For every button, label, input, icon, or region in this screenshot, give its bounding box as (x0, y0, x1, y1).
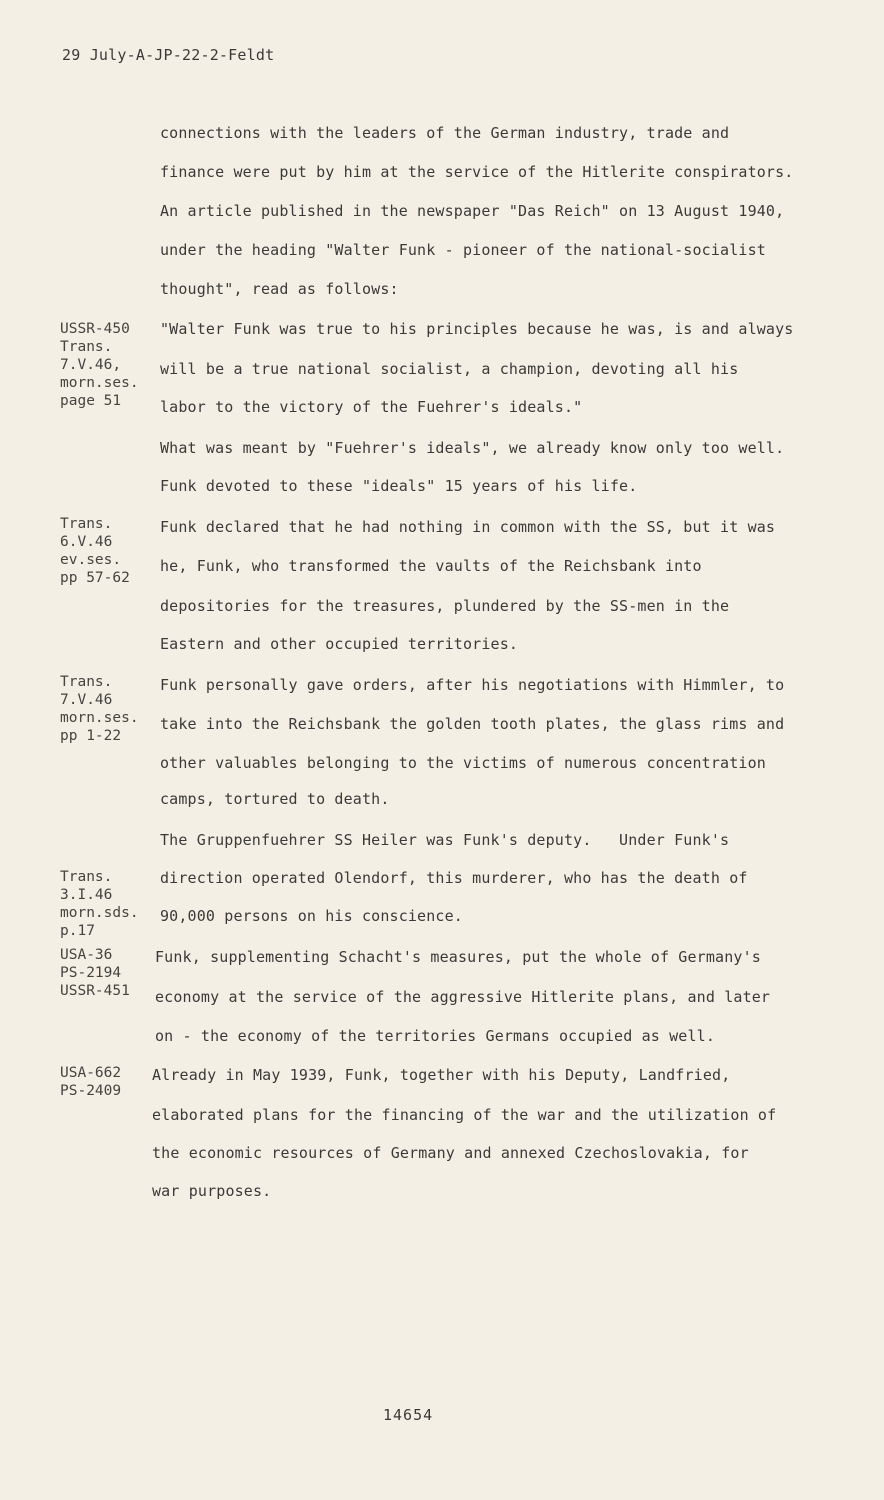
body-line: Funk devoted to these "ideals" 15 years of his life. (160, 477, 638, 495)
body-line: Already in May 1939, Funk, together with his Deputy, Landfried, (152, 1066, 731, 1084)
margin-note-trans-6v46: Trans. 6.V.46 ev.ses. pp 57-62 (60, 516, 130, 586)
margin-note-ussr-450: USSR-450 Trans. 7.V.46, morn.ses. page 51 (60, 321, 139, 409)
body-line: The Gruppenfuehrer SS Heiler was Funk's deputy. Under Funk's (160, 831, 730, 849)
margin-note-usa-36: USA-36 PS-2194 USSR-451 (60, 947, 130, 999)
margin-note-trans-3i46: Trans. 3.I.46 morn.sds. p.17 (60, 869, 139, 939)
body-line: finance were put by him at the service of the Hitlerite conspirators. (160, 163, 794, 181)
body-line: the economic resources of Germany and annexed Czechoslovakia, for (152, 1144, 749, 1162)
body-line: will be a true national socialist, a champion, devoting all his (160, 360, 739, 378)
margin-note-usa-662: USA-662 PS-2409 (60, 1065, 122, 1099)
body-line: on - the economy of the territories Germans occupied as well. (155, 1027, 716, 1045)
body-line: war purposes. (152, 1182, 272, 1200)
margin-note-trans-7v46: Trans. 7.V.46 morn.ses. pp 1-22 (60, 674, 139, 744)
body-line: depositories for the treasures, plundered by the SS-men in the (160, 597, 730, 615)
body-line: Funk declared that he had nothing in common with the SS, but it was (160, 518, 776, 536)
body-line: Funk personally gave orders, after his negotiations with Himmler, to (160, 676, 785, 694)
body-line: connections with the leaders of the German industry, trade and (160, 124, 730, 142)
body-line: other valuables belonging to the victims of numerous concentration (160, 754, 766, 772)
body-line: An article published in the newspaper "Das Reich" on 13 August 1940, (160, 202, 785, 220)
page-header: 29 July-A-JP-22-2-Feldt (62, 46, 275, 64)
body-line: What was meant by "Fuehrer's ideals", we already know only too well. (160, 439, 785, 457)
body-line: take into the Reichsbank the golden tooth plates, the glass rims and (160, 715, 785, 733)
body-line: economy at the service of the aggressive Hitlerite plans, and later (155, 988, 771, 1006)
body-line: Funk, supplementing Schacht's measures, put the whole of Germany's (155, 948, 761, 966)
body-line: camps, tortured to death. (160, 790, 390, 808)
body-line: thought", read as follows: (160, 280, 399, 298)
body-line: under the heading "Walter Funk - pioneer of the national-socialist (160, 241, 766, 259)
body-line: Eastern and other occupied territories. (160, 635, 519, 653)
body-line: direction operated Olendorf, this murderer, who has the death of (160, 869, 748, 887)
body-line: elaborated plans for the financing of the war and the utilization of (152, 1106, 777, 1124)
body-line: he, Funk, who transformed the vaults of the Reichsbank into (160, 557, 702, 575)
body-line: "Walter Funk was true to his principles because he was, is and always (160, 320, 794, 338)
page-number: 14654 (383, 1406, 434, 1424)
body-line: labor to the victory of the Fuehrer's ideals." (160, 398, 583, 416)
body-line: 90,000 persons on his conscience. (160, 907, 463, 925)
